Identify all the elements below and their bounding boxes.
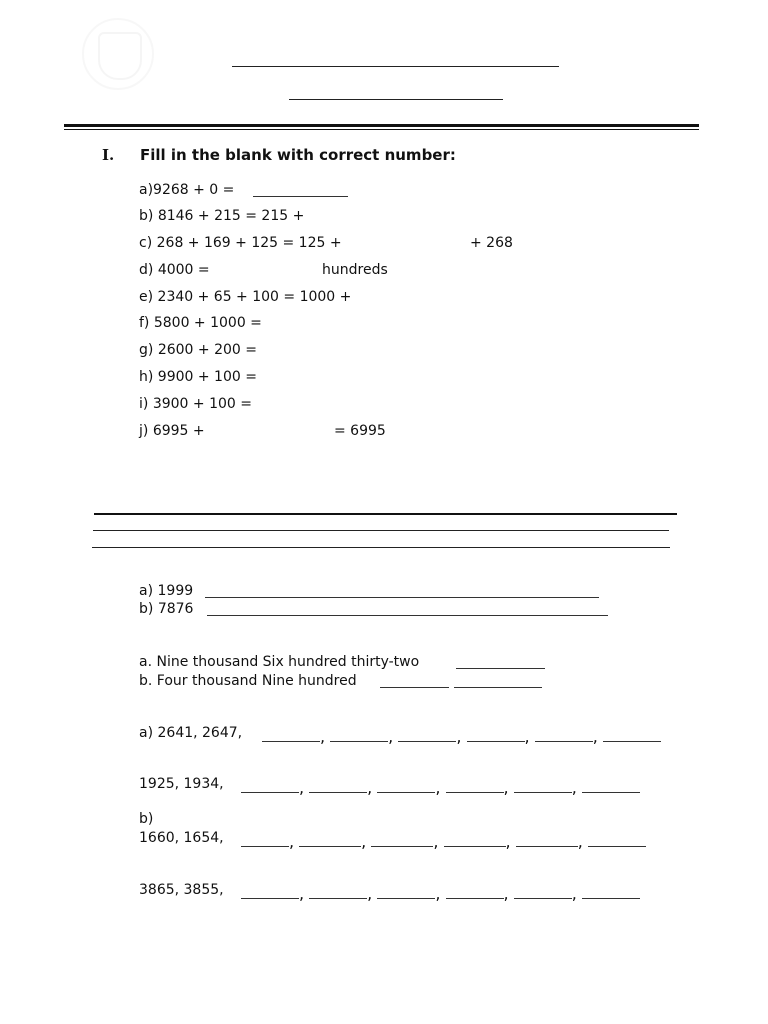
answer-blank[interactable] bbox=[309, 886, 367, 899]
instruction-line[interactable] bbox=[92, 547, 670, 548]
answer-blank[interactable] bbox=[241, 886, 299, 899]
answer-blank[interactable] bbox=[299, 834, 361, 847]
name-line[interactable] bbox=[232, 66, 559, 67]
answer-blank[interactable] bbox=[603, 729, 661, 742]
list-item: h) 9900 + 100 = bbox=[139, 369, 257, 385]
list-item: e) 2340 + 65 + 100 = 1000 + bbox=[139, 289, 352, 305]
answer-blank[interactable] bbox=[398, 729, 456, 742]
sequence-row: 1660, 1654, bbox=[139, 830, 224, 846]
answer-blank[interactable] bbox=[446, 780, 504, 793]
section-title: Fill in the blank with correct number: bbox=[140, 146, 456, 164]
list-item-tail: + 268 bbox=[470, 235, 513, 251]
list-item: c) 268 + 169 + 125 = 125 + bbox=[139, 235, 342, 251]
answer-blank[interactable] bbox=[207, 603, 608, 616]
list-item: a. Nine thousand Six hundred thirty-two bbox=[139, 654, 420, 670]
list-item: f) 5800 + 1000 = bbox=[139, 315, 262, 331]
list-label: b) bbox=[139, 811, 154, 827]
answer-blank[interactable] bbox=[516, 834, 578, 847]
sequence-blanks: , , , , , bbox=[241, 832, 646, 851]
answer-blank[interactable] bbox=[377, 780, 435, 793]
answer-blank[interactable] bbox=[241, 834, 289, 847]
answer-blank[interactable] bbox=[467, 729, 525, 742]
list-item: b) 8146 + 215 = 215 + bbox=[139, 208, 305, 224]
answer-blank[interactable] bbox=[309, 780, 367, 793]
header-rule-thin bbox=[64, 129, 699, 130]
sequence-blanks: , , , , , bbox=[241, 778, 640, 797]
header-rule bbox=[64, 124, 699, 127]
answer-blank[interactable] bbox=[444, 834, 506, 847]
answer-blank[interactable] bbox=[380, 675, 449, 688]
sequence-row: 3865, 3855, bbox=[139, 882, 224, 898]
list-item: i) 3900 + 100 = bbox=[139, 396, 252, 412]
sequence-row: a) 2641, 2647, bbox=[139, 725, 243, 741]
school-logo bbox=[82, 18, 154, 90]
answer-blank[interactable] bbox=[253, 184, 348, 197]
instruction-line[interactable] bbox=[93, 530, 669, 531]
list-item-tail: hundreds bbox=[322, 262, 388, 278]
list-item: g) 2600 + 200 = bbox=[139, 342, 257, 358]
answer-blank[interactable] bbox=[588, 834, 646, 847]
sequence-row: 1925, 1934, bbox=[139, 776, 224, 792]
answer-blank[interactable] bbox=[262, 729, 320, 742]
answer-blank[interactable] bbox=[454, 675, 542, 688]
list-item: d) 4000 = bbox=[139, 262, 210, 278]
answer-blank[interactable] bbox=[514, 780, 572, 793]
answer-blank[interactable] bbox=[456, 656, 545, 669]
list-item: b. Four thousand Nine hundred bbox=[139, 673, 357, 689]
answer-blank[interactable] bbox=[330, 729, 388, 742]
date-line[interactable] bbox=[289, 99, 503, 100]
section-number: I. bbox=[102, 146, 115, 164]
list-item: j) 6995 + bbox=[139, 423, 205, 439]
answer-blank[interactable] bbox=[205, 585, 599, 598]
sequence-blanks: , , , , , bbox=[241, 884, 640, 903]
answer-blank[interactable] bbox=[377, 886, 435, 899]
sequence-blanks: , , , , , bbox=[262, 727, 661, 746]
list-item: b) 7876 bbox=[139, 601, 194, 617]
answer-blank[interactable] bbox=[446, 886, 504, 899]
list-item: a) 1999 bbox=[139, 583, 194, 599]
answer-blank[interactable] bbox=[582, 886, 640, 899]
answer-blank[interactable] bbox=[535, 729, 593, 742]
instruction-line[interactable] bbox=[94, 513, 677, 515]
answer-blank[interactable] bbox=[371, 834, 433, 847]
list-item-tail: = 6995 bbox=[334, 423, 386, 439]
answer-blank[interactable] bbox=[582, 780, 640, 793]
list-item: a)9268 + 0 = bbox=[139, 182, 239, 198]
answer-blank[interactable] bbox=[514, 886, 572, 899]
answer-blank[interactable] bbox=[241, 780, 299, 793]
